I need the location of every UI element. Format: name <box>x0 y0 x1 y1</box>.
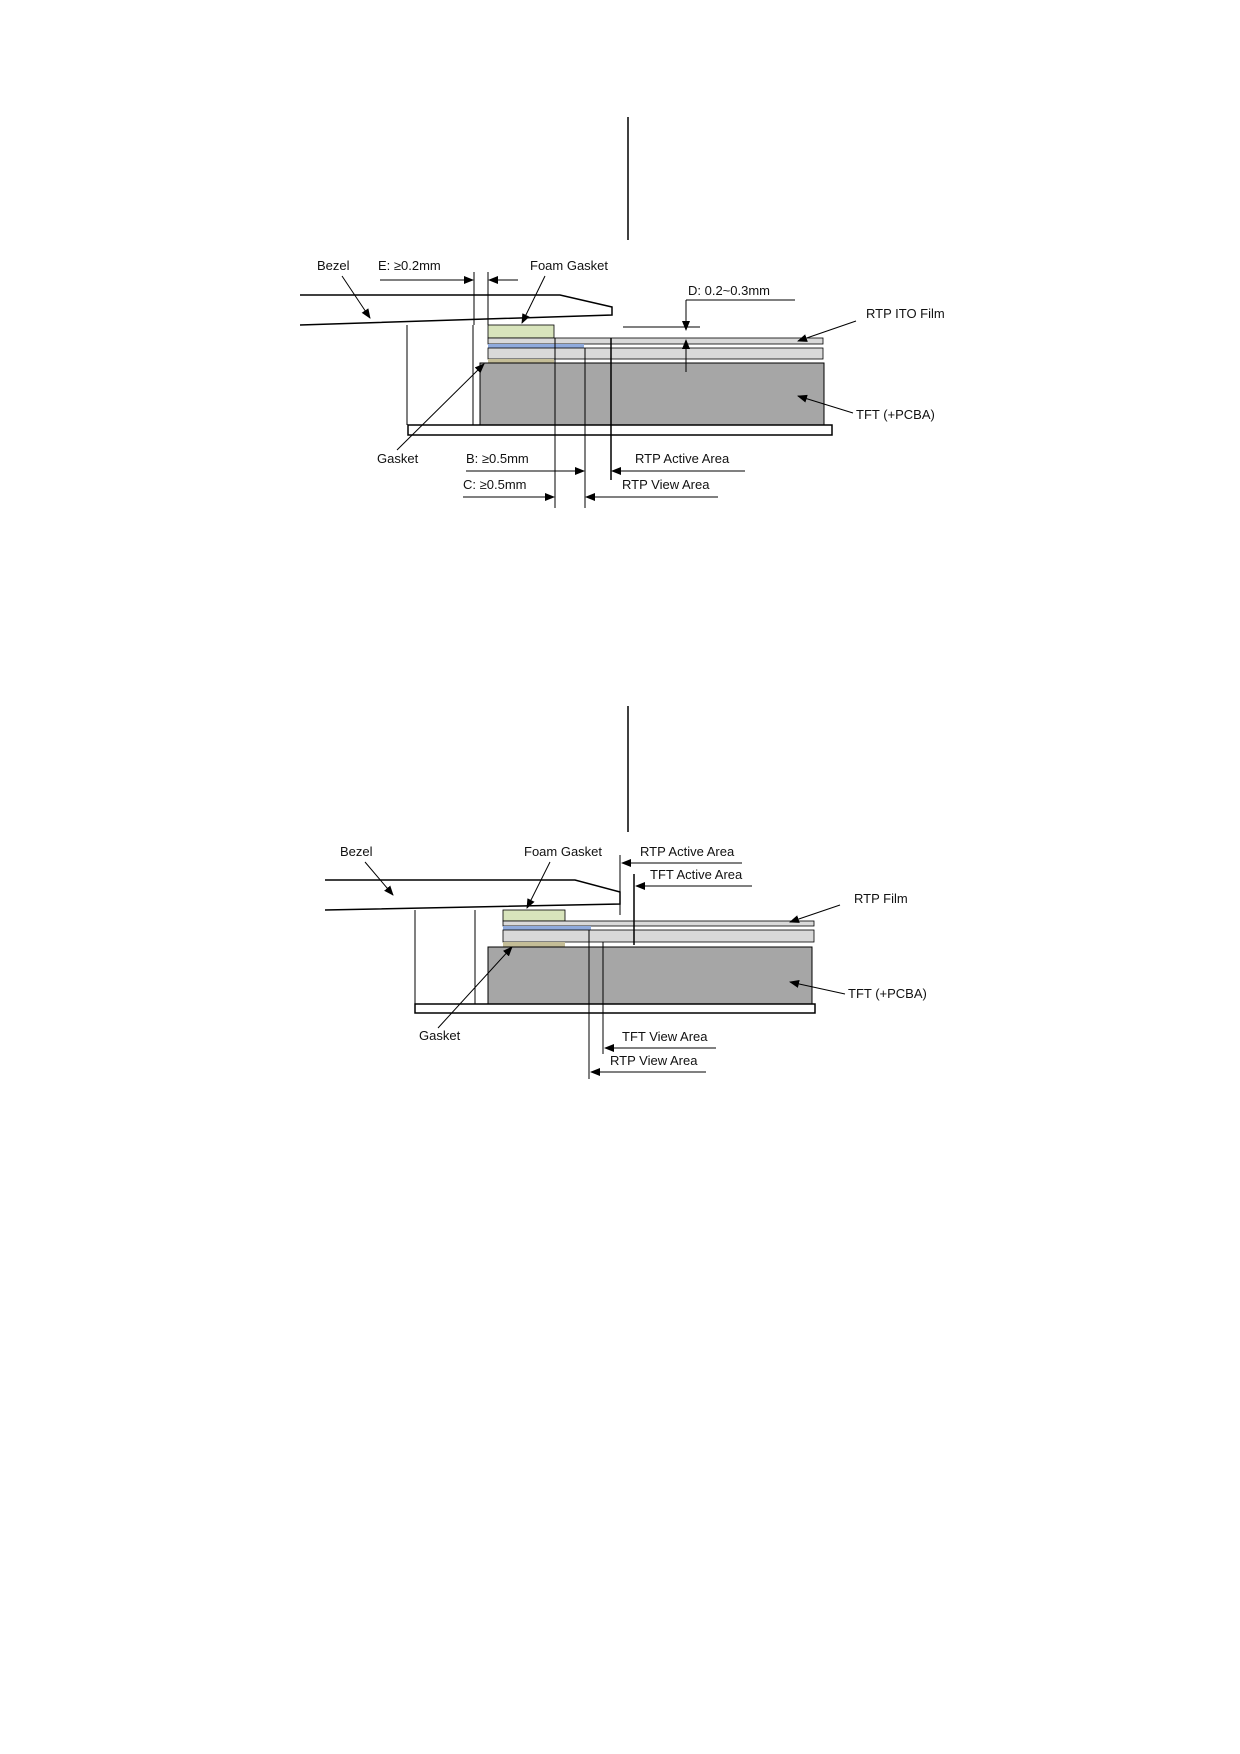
d-dim-label: D: 0.2~0.3mm <box>688 283 771 298</box>
base-plate <box>408 425 832 435</box>
e-dim-label: E: ≥0.2mm <box>378 258 441 273</box>
rtp-view-area-label: RTP View Area <box>622 477 710 492</box>
rtp-film-label: RTP Film <box>854 891 908 906</box>
foam-gasket-block <box>488 325 554 338</box>
gasket-label: Gasket <box>377 451 419 466</box>
tft-block <box>480 363 824 425</box>
gasket-label-2: Gasket <box>419 1028 461 1043</box>
rtp-film-layer <box>503 921 814 926</box>
ito-strip-2 <box>503 926 591 930</box>
rtp-ito-film-label: RTP ITO Film <box>866 306 945 321</box>
bezel-shape <box>300 295 612 325</box>
bezel-shape-2 <box>325 880 620 910</box>
gasket-arrow <box>397 364 484 450</box>
rtp-ito-film-arrow <box>798 321 856 341</box>
tft-active-area-label: TFT Active Area <box>650 867 743 882</box>
rtp-view-area-label-2: RTP View Area <box>610 1053 698 1068</box>
diagram-1 <box>300 117 945 508</box>
rtp-active-area-label-2: RTP Active Area <box>640 844 735 859</box>
bezel-label-2: Bezel <box>340 844 373 859</box>
gasket-block-2 <box>503 942 565 947</box>
ito-strip <box>488 344 584 348</box>
tft-view-area-label: TFT View Area <box>622 1029 708 1044</box>
bezel-label: Bezel <box>317 258 350 273</box>
tft-label-2: TFT (+PCBA) <box>848 986 927 1001</box>
rtp-active-area-label: RTP Active Area <box>635 451 730 466</box>
rtp-ito-film-layer <box>488 338 823 344</box>
foam-gasket-label: Foam Gasket <box>530 258 609 273</box>
rtp-film-arrow <box>790 905 840 922</box>
base-plate-2 <box>415 1004 815 1013</box>
foam-gasket-block-2 <box>503 910 565 921</box>
gasket-block <box>488 359 554 363</box>
b-dim-label: B: ≥0.5mm <box>466 451 529 466</box>
tft-block-2 <box>488 947 812 1004</box>
foam-gasket-label-2: Foam Gasket <box>524 844 603 859</box>
tft-label: TFT (+PCBA) <box>856 407 935 422</box>
rtp-glass-layer <box>488 348 823 359</box>
c-dim-label: C: ≥0.5mm <box>463 477 527 492</box>
rtp-glass-layer-2 <box>503 930 814 942</box>
diagram-2 <box>325 706 927 1079</box>
